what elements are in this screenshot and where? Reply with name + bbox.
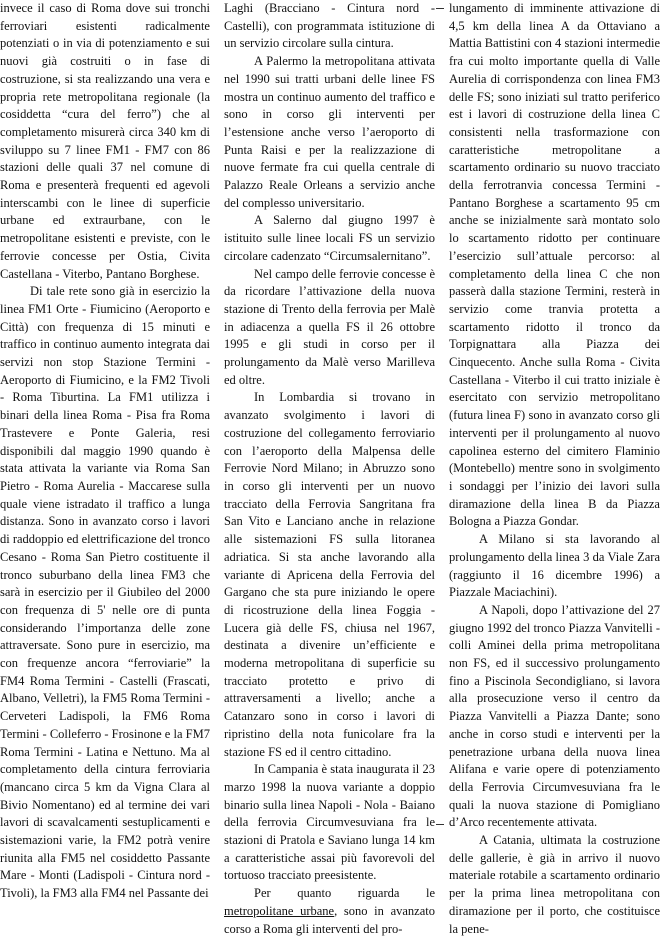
text-column-1 (0, 0, 210, 903)
paragraph: Di tale rete sono già in esercizio la linea FM1 Orte - Fiumicino (Aeroporto e Città) con frequenza di 15 minuti e traffico in continuo aumento integrata dai servizi non stop Stazione Termini - Aeroporto di Fiumicino, e la FM2 Tivoli - Roma Tiburtina. La FM1 utilizza i binari della linea Roma - Pisa fra Roma Trastevere e Ponte Galeria, resi disponibili dal maggio 1990 quando è stata attivata la variante via Roma San Pietro - Roma Aurelia - Maccarese sulla quale viene istradato il traffico a lunga distanza. Sono in avanzato corso i lavori di raddoppio ed elettrificazione del tronco Cesano - Roma San Pietro costituente il tronco suburbano della linea FM3 che sarà in esercizio per il Giubileo del 2000 con frequenza di 5' nelle ore di punta considerando l’importanza delle zone attraversate. Sono pure in esercizio, ma con frequenze ancora “ferroviarie” la FM4 Roma Termini - Castelli (Frascati, Albano, Velletri), la FM5 Roma Termini - Cerveteri Ladispoli, la FM6 Roma Termini - Colleferro - Frosinone e la FM7 Roma Termini - Latina e Nettuno. Ma al completamento della cintura ferroviaria (mancano circa 5 km da Vigna Clara al Bivio Nomentano) ed al termine dei vari lavori di scavalcamenti sestuplicamenti e sistemazioni varie, la FM2 potrà venire riunita alla FM5 nel cosiddetto Passante Mare - Monti (Ladispoli - Cintura nord - Tivoli), la FM3 alla FM4 nel Passante dei (0, 284, 210, 901)
margin-mark (436, 8, 444, 9)
paragraph: In Campania è stata inaugurata il 23 marzo 1998 la nuova variante a doppio binario sulla linea Napoli - Nola - Baiano della ferrovia Circumvesuviana fra le stazioni di Pratola e Saviano lunga 14 km a caratteristiche assai più favorevoli del tortuoso tracciato preesistente. (224, 762, 435, 883)
paragraph: In Lombardia si trovano in avanzato svolgimento i lavori di costruzione del collegamento ferroviario con l’aeroporto della Malpensa delle Ferrovie Nord Milano; in Abruzzo sono in corso gli interventi per un nuovo tracciato della Ferrovia Sangritana fra San Vito e Lanciano anche in relazione alle sistemazioni FS sulla litoranea adriatica. Si sta anche lavorando alla variante di Apricena della Ferrovia del Gargano che sta pure iniziando le opere di ricostruzione della linea Foggia - Lucera già delle FS, chiusa nel 1967, destinata a divenire un’efficiente e moderna metropolitana di superficie su tracciato protetto e privo di attraversamenti a livello; anche a Catanzaro sono in corso i lavori di ripristino della nota funicolare fra la stazione FS ed il centro cittadino. (224, 390, 435, 759)
paragraph: A Milano si sta lavorando al prolungamento della linea 3 da Viale Zara (raggiunto il 16 dicembre 1996) a Piazzale Maciachini). (449, 532, 660, 600)
paragraph: A Napoli, dopo l’attivazione del 27 giugno 1992 del tronco Piazza Vanvitelli - colli Aminei della prima metropolitana non FS, ed il successivo prolungamento fino a Piscinola Secondigliano, si lavora alla prosecuzione verso il centro da Piazza Vanvitelli a Piazza Dante; sono anche in corso studi e interventi per la penetrazione urbana della nuova linea Alifana e varie opere di potenziamento della Ferrovia Circumvesuviana fra le quali la nuova stazione di Pomigliano d’Arco recentemente attivata. (449, 602, 660, 830)
paragraph: A Salerno dal giugno 1997 è istituito sulle linee locali FS un servizio circolare cadenzato “Circumsalernitano”. (224, 213, 435, 263)
paragraph-text: , sono in avanzato corso a Roma gli interventi del pro- (224, 903, 435, 936)
underlined-term: metropolitane urbane (224, 903, 335, 918)
text-column-3 (449, 0, 660, 938)
paragraph: Nel campo delle ferrovie concesse è da ricordare l’attivazione della nuova stazione di Trento della ferrovia per Malè in adiacenza a quella FS il 26 ottobre 1995 e gli studi in corso per il prolungamento da Malè verso Marilleva ed oltre. (224, 266, 435, 387)
paragraph: invece il caso di Roma dove sui tronchi ferroviari esistenti radicalmente potenziati o in via di potenziamento e sui nuovi già costruiti o in fase di costruzione, si sta realizzando una vera e propria rete metropolitana regionale (la cosiddetta “cura del ferro”) che al completamento misurerà circa 340 km di sviluppo su 7 linee FM1 - FM7 con 86 stazioni delle quali 37 nel comune di Roma e presenterà frequenti ed agevoli interscambi con le linee di superficie urbane ed extraurbane, con le metropolitane esistenti e previste, con le ferrovie concesse per Ostia, Civita Castellana - Viterbo, Pantano Borghese. (0, 1, 210, 281)
paragraph: lungamento di imminente attivazione di 4,5 km della linea A da Ottaviano a Mattia Battistini con 4 stazioni intermedie fra cui molto importante quella di Valle Aurelia di corrispondenza con linea FM3 delle FS; sono iniziati sul tratto periferico est i lavori di costruzione della linea C consistenti nella trasformazione con caratteristiche metropolitane a scartamento ordinario su nuovo tracciato della ferrotranvia concessa Termini - Pantano Borghese a scartamento 95 cm anche se inizialmente sarà montato solo lo scartamento ridotto per continuare l’esercizio sull’attuale percorso: al completamento della linea C che non passerà dalla stazione Termini, resterà in servizio come tranvia protetta a scartamento ridotto il tronco da Torpignattara alla Piazza dei Cinquecento. Anche sulla Roma - Civita Castellana - Viterbo il cui tratto iniziale è esercitato con servizio metropolitano (futura linea F) sono in avanzato corso gli interventi per il prolungamento al nuovo capolinea esterno del cimitero Flaminio (Montebello) mentre sono in svolgimento i sondaggi per l’inizio dei lavori sulla diramazione della linea B da Piazza Bologna a Piazza Gondar. (449, 1, 660, 529)
margin-mark (436, 824, 444, 825)
paragraph: A Catania, ultimata la costruzione delle gallerie, è già in arrivo il nuovo materiale rotabile a scartamento ordinario per la prima linea metropolitana con diramazione per il porto, che costituisce la pene- (449, 833, 660, 936)
paragraph: Laghi (Bracciano - Cintura nord - Castelli), con programmata istituzione di un servizio circolare sulla cintura. (224, 1, 435, 51)
paragraph: A Palermo la metropolitana attivata nel 1990 sui tratti urbani delle linee FS mostra un continuo aumento del traffico e sono in corso gli interventi per l’estensione anche verso l’aeroporto di Punta Raisi e per la realizzazione di nuove fermate fra cui quella centrale di Palazzo Reale Orleans a servizio anche del complesso universitario. (224, 54, 435, 210)
text-column-2 (224, 0, 435, 938)
paragraph-text: Per quanto riguarda le (254, 886, 435, 901)
paragraph (224, 885, 435, 938)
